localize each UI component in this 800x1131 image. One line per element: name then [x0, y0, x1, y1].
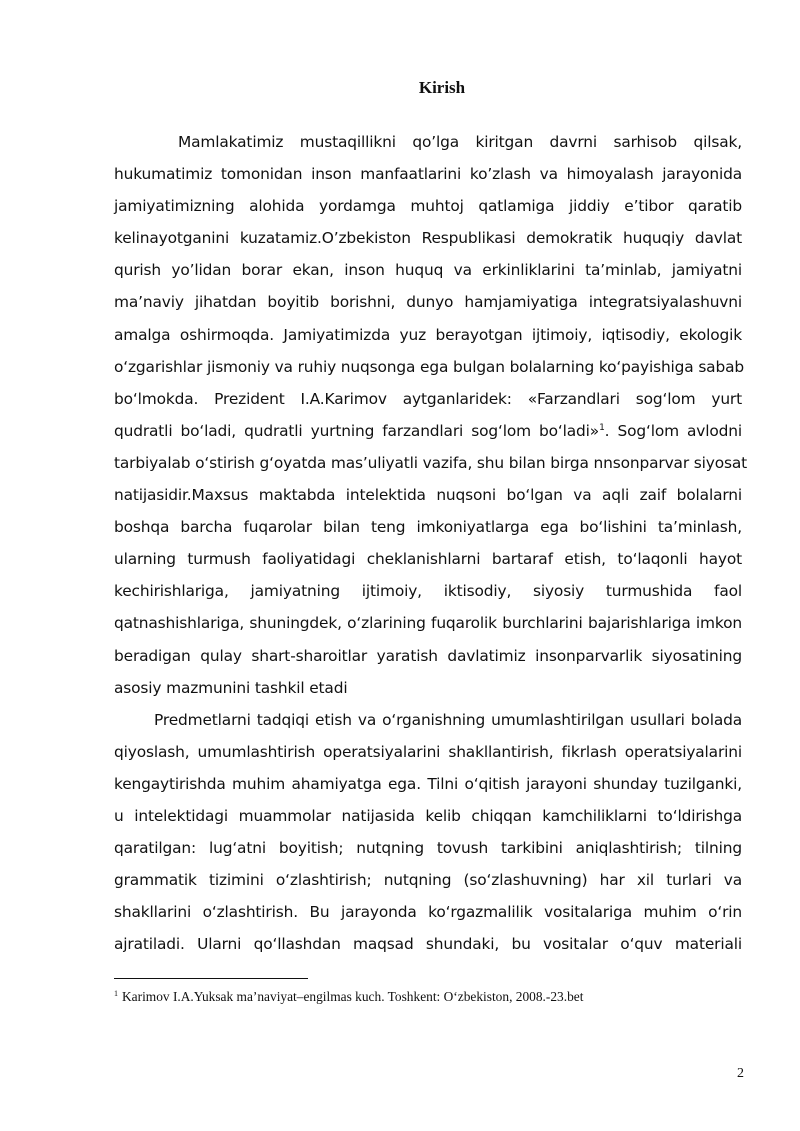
- text-line-with-footnote: [114, 415, 742, 447]
- body-text: [114, 126, 747, 960]
- text-line: bo‘lmokda. Prezident I.A.Karimov aytganlaridek: «Farzandlari sog‘lom yurt: [114, 389, 742, 408]
- text-line: Mamlakatimiz mustaqillikni qo’lga kiritgan davrni sarhisob qilsak,: [178, 133, 742, 151]
- text-line: ularning turmush faoliyatidagi cheklanishlarni bartaraf etish, to‘laqonli hayot: [114, 550, 742, 569]
- text-line: ajratiladi. Ularni qo‘llashdan maqsad shundaki, bu vositalar o‘quv materiali: [114, 935, 742, 954]
- text-line: jamiyatimizning alohida yordamga muhtoj qatlamiga jiddiy e’tibor qaratib: [114, 197, 742, 216]
- text-line: hukumatimiz tomonidan inson manfaatlarini ko’zlash va himoyalash jarayonida: [114, 165, 742, 184]
- text-line: amalga oshirmoqda. Jamiyatimizda yuz berayotgan ijtimoiy, iqtisodiy, ekologik: [114, 325, 742, 344]
- text-line: ma’naviy jihatdan boyitib borishni, dunyo hamjamiyatiga integratsiyalashuvni: [114, 293, 742, 312]
- text-line: kengaytirishda muhim ahamiyatga ega. Tilni o‘qitish jarayoni shunday tuzilganki,: [114, 774, 742, 793]
- page-number: 2: [737, 1066, 744, 1081]
- text-line: qatnashishlariga, shuningdek, o‘zlarining fuqarolik burchlarini bajarishlariga imkon: [114, 614, 742, 633]
- text-line: asosiy mazmunini tashkil etadi: [114, 678, 348, 697]
- footnote: [114, 989, 583, 1005]
- text-line: natijasidir.Maxsus maktabda intelektida nuqsoni bo‘lgan va aqli zaif bolalarni: [114, 486, 742, 505]
- text-line: o‘zgarishlar jismoniy va ruhiy nuqsonga ega bulgan bolalarning ko‘payishiga sabab: [114, 357, 744, 376]
- text-line: kechirishlariga, jamiyatning ijtimoiy, iktisodiy, siyosiy turmushida faol: [114, 582, 742, 601]
- text-line: qiyoslash, umumlashtirish operatsiyalarini shakllantirish, fikrlash operatsiyalarini: [114, 742, 742, 761]
- text-line: kelinayotganini kuzatamiz.O’zbekiston Respublikasi demokratik huquqiy davlat: [114, 229, 742, 248]
- footnote-number: 1: [114, 988, 118, 998]
- paragraph-2: [114, 704, 742, 961]
- footnote-separator: [114, 978, 308, 979]
- text-line: qaratilgan: lug‘atni boyitish; nutqning tovush tarkibini aniqlashtirish; tilning: [114, 839, 742, 858]
- text-segment: qudratli bo‘ladi, qudratli yurtning farzandlari sog‘lom bo‘ladi»: [114, 421, 600, 440]
- text-segment: . Sog‘lom avlodni: [604, 421, 742, 440]
- footnote-text: Karimov I.A.Yuksak ma’naviyat–engilmas kuch. Toshkent: O‘zbekiston, 2008.-23.bet: [122, 989, 584, 1004]
- text-line: grammatik tizimini o‘zlashtirish; nutqning (so‘zlashuvning) har xil turlari va: [114, 871, 742, 890]
- text-line: qurish yo’lidan borar ekan, inson huquq va erkinliklarini ta’minlab, jamiyatni: [114, 261, 742, 280]
- text-line: Predmetlarni tadqiqi etish va o‘rganishning umumlashtirilgan usullari bolada: [154, 710, 742, 729]
- footnote-reference[interactable]: 1: [599, 422, 605, 433]
- paragraph-1: [114, 126, 747, 704]
- page-title: Kirish: [418, 78, 466, 97]
- text-line: u intelektidagi muammolar natijasida kelib chiqqan kamchiliklarni to‘ldirishga: [114, 806, 742, 825]
- text-line: boshqa barcha fuqarolar bilan teng imkoniyatlarga ega bo‘lishini ta’minlash,: [114, 518, 742, 537]
- text-line: shakllarini o‘zlashtirish. Bu jarayonda ko‘rgazmalilik vositalariga muhim o‘rin: [114, 903, 742, 922]
- text-line: tarbiyalab o‘stirish g‘oyatda mas’uliyatli vazifa, shu bilan birga nnsonparvar siyosat: [114, 453, 747, 472]
- text-line: beradigan qulay shart-sharoitlar yaratish davlatimiz insonparvarlik siyosatining: [114, 646, 742, 665]
